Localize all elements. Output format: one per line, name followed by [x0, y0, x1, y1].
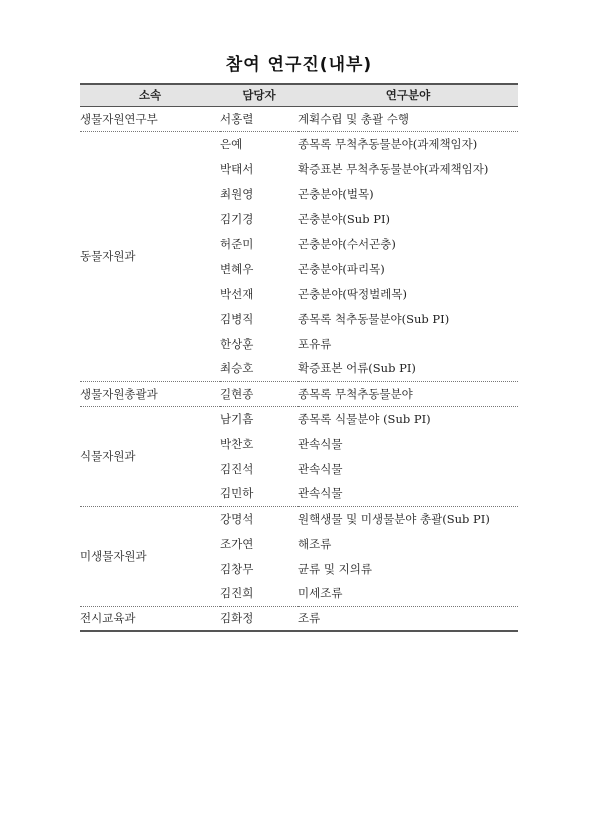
header-field: 연구분야 [298, 84, 518, 106]
affiliation-cell: 생물자원총괄과 [80, 381, 220, 406]
person-name-cell: 박태서 [220, 161, 254, 176]
research-field-cell: 포유류 [298, 336, 332, 351]
research-field-cell: 균류 및 지의류 [298, 561, 372, 576]
person-name-cell: 조가연 [220, 536, 254, 551]
table-row [80, 381, 518, 406]
person-name-cell: 김기경 [220, 211, 254, 226]
person-name-cell: 김진석 [220, 461, 254, 476]
table-header-row [80, 84, 518, 106]
header-person: 담당자 [220, 84, 298, 106]
research-field-cell: 종목록 척추동물분야(Sub PI) [298, 311, 450, 326]
person-name-cell: 김병직 [220, 311, 254, 326]
research-field-cell: 확증표본 무척추동물분야(과제책임자) [298, 161, 489, 176]
page-title: 참여 연구진(내부) [225, 55, 373, 75]
research-field-cell: 종목록 식물분야 (Sub PI) [298, 406, 518, 431]
person-name-cell: 박찬호 [220, 436, 254, 451]
person-name-cell: 김민하 [220, 486, 254, 501]
person-name-cell: 최승호 [220, 361, 254, 376]
research-field-cell: 원핵생물 및 미생물분야 총괄(Sub PI) [298, 506, 518, 531]
person-name-cell: 김창무 [220, 561, 254, 576]
person-name-cell: 남기흠 [220, 406, 298, 431]
affiliation-cell: 동물자원과 [80, 131, 220, 381]
research-team-table [80, 83, 518, 632]
table-row [80, 131, 518, 156]
research-field-cell: 곤충분야(딱정벌레목) [298, 286, 407, 301]
research-field-cell: 관속식물 [298, 436, 343, 451]
person-name-cell: 최원영 [220, 186, 254, 201]
table-row [80, 606, 518, 631]
research-field-cell: 종목록 무척추동물분야(과제책임자) [298, 131, 518, 156]
research-field-cell: 확증표본 어류(Sub PI) [298, 361, 416, 376]
research-field-cell: 미세조류 [298, 586, 343, 601]
header-affiliation: 소속 [80, 84, 220, 106]
person-name-cell: 박선재 [220, 286, 254, 301]
person-name-cell: 허준미 [220, 236, 254, 251]
research-field-cell: 계획수립 및 총괄 수행 [298, 111, 409, 126]
person-name-cell: 강명석 [220, 506, 298, 531]
affiliation-cell: 식물자원과 [80, 406, 220, 506]
person-name-cell: 한상훈 [220, 336, 254, 351]
research-field-cell: 곤충분야(파리목) [298, 261, 385, 276]
research-field-cell: 종목록 무척추동물분야 [298, 381, 518, 406]
person-name-cell: 은예 [220, 131, 298, 156]
table-row [80, 506, 518, 531]
person-name-cell: 서홍렬 [220, 111, 254, 126]
table-row [80, 406, 518, 431]
table-body [80, 106, 518, 631]
research-field-cell: 곤충분야(벌목) [298, 186, 374, 201]
person-name-cell: 김진희 [220, 586, 254, 601]
research-field-cell: 해조류 [298, 536, 332, 551]
table-row [80, 106, 518, 131]
research-field-cell: 곤충분야(Sub PI) [298, 211, 390, 226]
affiliation-cell: 미생물자원과 [80, 506, 220, 606]
research-field-cell: 곤충분야(수서곤충) [298, 236, 396, 251]
affiliation-cell: 전시교육과 [80, 606, 220, 631]
person-name-cell: 변혜우 [220, 261, 254, 276]
affiliation-cell: 생물자원연구부 [80, 111, 158, 126]
research-field-cell: 관속식물 [298, 461, 343, 476]
research-field-cell: 조류 [298, 606, 518, 631]
person-name-cell: 길현종 [220, 381, 298, 406]
person-name-cell: 김화정 [220, 606, 298, 631]
research-field-cell: 관속식물 [298, 486, 343, 501]
